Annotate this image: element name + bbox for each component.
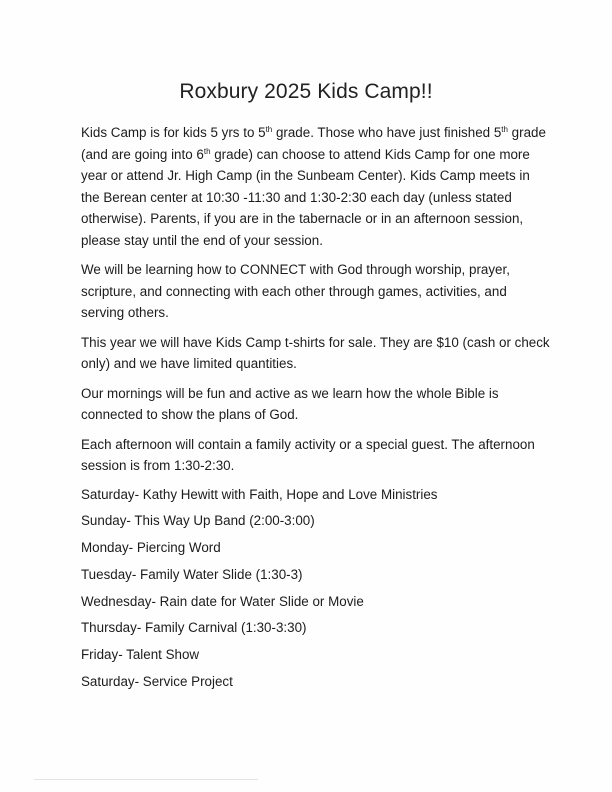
schedule-item: Wednesday- Rain date for Water Slide or Movie — [81, 593, 364, 609]
schedule-item: Monday- Piercing Word — [81, 540, 221, 556]
page-title: Roxbury 2025 Kids Camp!! — [179, 80, 433, 103]
intro-text-3: grade (and are going into 6 — [81, 125, 546, 162]
ordinal-suffix: th — [203, 146, 211, 156]
intro-text-4: grade) can choose to attend Kids Camp for one more year or attend Jr. High Camp (in the Sunbeam Center). Kids Camp meets in the Berean center at 10:30 -11:30 and 1:30-2:30 each day (unless stated otherwise). Parents, if you are in the tabernacle or in an afternoon session, please stay until the end of your session. — [81, 146, 530, 248]
intro-text-1: Kids Camp is for kids 5 yrs to 5 — [81, 125, 266, 140]
tshirt-paragraph: This year we will have Kids Camp t-shirts for sale. They are $10 (cash or check only) and we have limited quantities. — [81, 334, 550, 371]
scan-edge-line — [34, 779, 258, 780]
schedule-item: Sunday- This Way Up Band (2:00-3:00) — [81, 513, 315, 529]
intro-text-2: grade. Those who have just finished 5 — [272, 125, 502, 140]
schedule-item: Saturday- Service Project — [81, 674, 233, 690]
flyer-body — [81, 122, 551, 699]
ordinal-suffix: th — [265, 125, 273, 134]
connect-paragraph: We will be learning how to CONNECT with God through worship, prayer, scripture, and connecting with each other through games, activities, and serving others. — [81, 262, 510, 320]
mornings-paragraph: Our mornings will be fun and active as we learn how the whole Bible is connected to show the plans of God. — [81, 385, 499, 422]
afternoon-paragraph: Each afternoon will contain a family activity or a special guest. The afternoon session is from 1:30-2:30. — [81, 436, 535, 473]
schedule-list — [81, 485, 551, 699]
schedule-item: Saturday- Kathy Hewitt with Faith, Hope and Love Ministries — [81, 486, 438, 502]
ordinal-suffix: th — [501, 125, 508, 134]
schedule-item: Tuesday- Family Water Slide (1:30-3) — [81, 566, 303, 582]
schedule-item: Thursday- Family Carnival (1:30-3:30) — [81, 620, 307, 636]
intro-paragraph — [81, 122, 551, 251]
schedule-item: Friday- Talent Show — [81, 647, 200, 663]
